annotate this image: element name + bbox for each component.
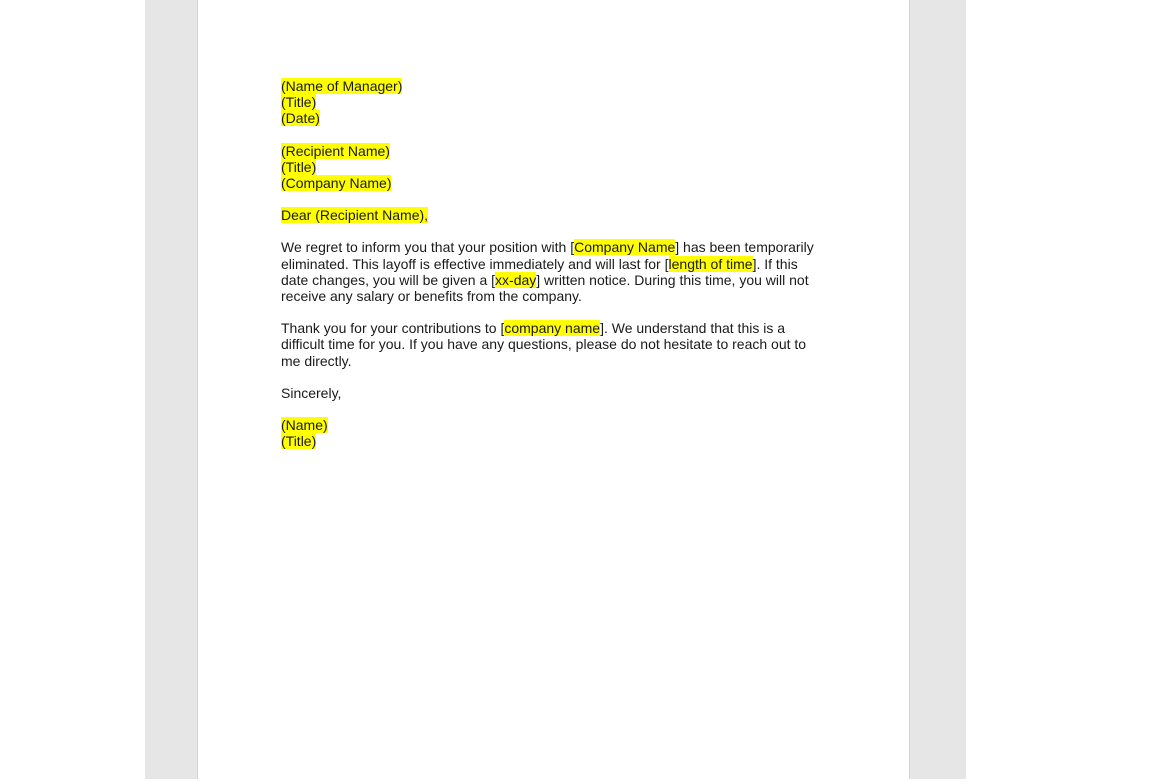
signature-name-line — [281, 417, 826, 433]
paragraph-1 — [281, 239, 826, 304]
closing-line — [281, 385, 826, 401]
salutation: Dear (Recipient Name), — [281, 207, 429, 224]
recipient-company: (Company Name) — [281, 175, 392, 192]
paragraph-2-text-2: ]. We understand that this is a difficult time for you. If you have any questions, please do not hesitate to reach out to me directly. — [281, 320, 807, 369]
manager-name-line — [281, 78, 826, 94]
manager-title-line — [281, 94, 826, 110]
paragraph-1-text-2: ] has been temporarily eliminated. This layoff is effective immediately and will last for [ — [281, 239, 814, 272]
paragraph-2-text-1: Thank you for your contributions to [ — [281, 320, 505, 337]
length-of-time-placeholder: length of time — [668, 255, 753, 272]
company-name-placeholder-2: company name — [504, 320, 601, 337]
notice-days-placeholder: xx-day — [495, 271, 537, 288]
manager-name: (Name of Manager) — [281, 78, 403, 94]
paragraph-1-text-1: We regret to inform you that your position with [ — [281, 239, 575, 256]
recipient-company-line — [281, 175, 826, 191]
recipient-title-line — [281, 159, 826, 175]
paragraph-1-text-3: ]. If this date changes, you will be given a [ — [281, 255, 798, 288]
letter-date: (Date) — [281, 110, 320, 127]
recipient-name: (Recipient Name) — [281, 142, 390, 159]
spacer — [281, 191, 826, 207]
spacer — [281, 127, 826, 143]
company-name-placeholder: Company Name — [574, 239, 676, 256]
closing: Sincerely, — [281, 384, 342, 401]
letter-body[interactable] — [281, 78, 826, 449]
salutation-line — [281, 207, 826, 223]
signature-title-line — [281, 433, 826, 449]
spacer — [281, 401, 826, 417]
recipient-name-line — [281, 143, 826, 159]
spacer — [281, 223, 826, 239]
paragraph-2 — [281, 320, 826, 369]
recipient-title: (Title) — [281, 158, 317, 175]
manager-title: (Title) — [281, 94, 317, 111]
spacer — [281, 369, 826, 385]
date-line — [281, 110, 826, 126]
signature-name: (Name) — [281, 417, 328, 434]
signature-title: (Title) — [281, 433, 317, 450]
paragraph-1-text-4: ] written notice. During this time, you will not receive any salary or benefits from the company. — [281, 271, 809, 305]
spacer — [281, 304, 826, 320]
